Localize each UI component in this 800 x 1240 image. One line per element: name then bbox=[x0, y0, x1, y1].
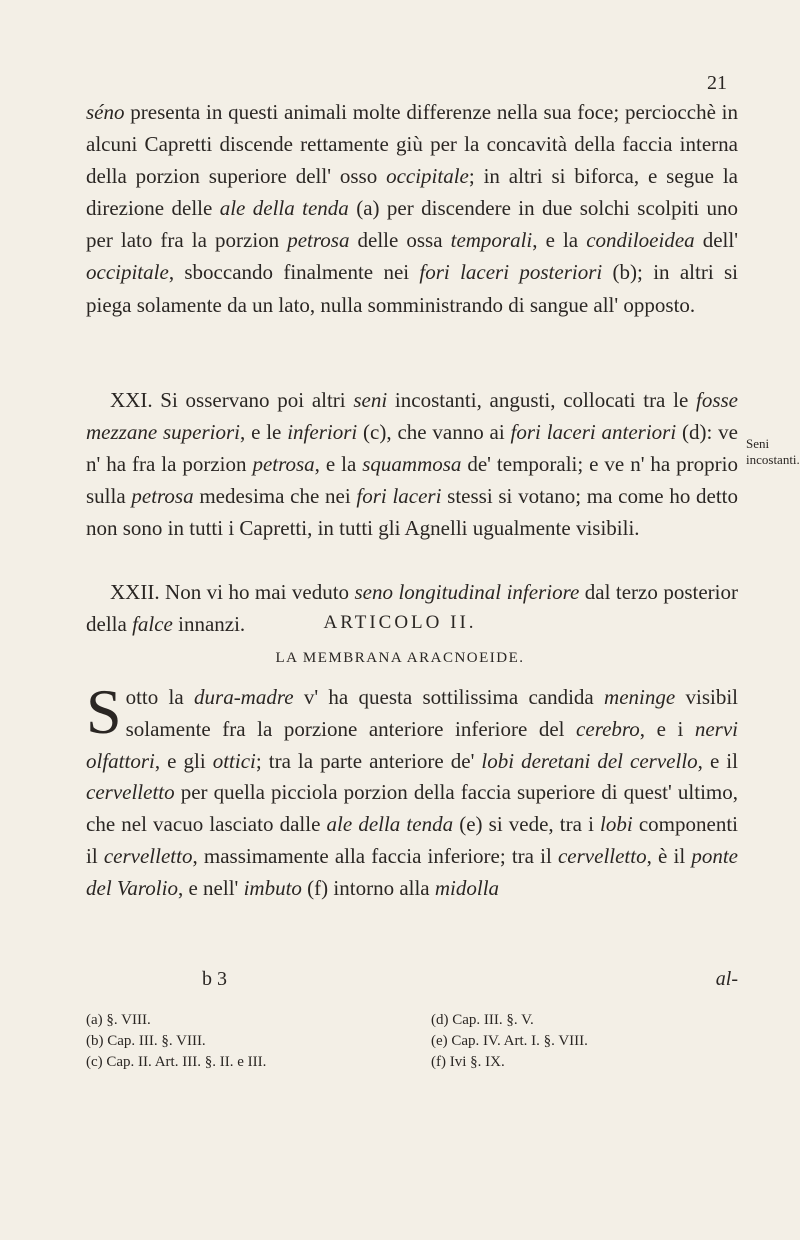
paragraph-1 bbox=[86, 96, 738, 321]
catchword: al- bbox=[715, 968, 738, 990]
signature-mark: b 3 bbox=[202, 968, 227, 990]
margin-note: Seni incostanti. bbox=[746, 436, 800, 467]
paragraph-2 bbox=[86, 384, 738, 544]
article-heading: ARTICOLO II. bbox=[323, 612, 477, 633]
footnote: (e) Cap. IV. Art. I. §. VIII. bbox=[431, 1033, 588, 1049]
paragraph-2-text: XXI. Si osservano poi altri seni incostanti, angusti, collocati tra le fosse mezzane superiori, e le inferiori (c), che vanno ai fori laceri anteriori (d): ve n' ha fra la porzion petrosa, e la squammosa de' temporali; e ve n' ha proprio sulla petrosa medesima che nei fori laceri stessi si votano; ma come ho detto non sono in tutti i Capretti, in tutti gli Agnelli ugualmente visibili. bbox=[86, 388, 739, 541]
footnote: (f) Ivi §. IX. bbox=[431, 1054, 505, 1070]
article-body bbox=[86, 676, 739, 905]
footnotes-left bbox=[86, 1010, 266, 1073]
footnote: (d) Cap. III. §. V. bbox=[431, 1012, 534, 1028]
page-number: 21 bbox=[707, 72, 727, 94]
footnotes-right bbox=[431, 1010, 588, 1073]
footnote: (c) Cap. II. Art. III. §. II. e III. bbox=[86, 1054, 267, 1070]
article-subheading: LA MEMBRANA ARACNOEIDE. bbox=[275, 650, 525, 666]
paragraph-3-text: XXII. Non vi ho mai veduto seno longitudinal inferiore dal terzo posterior della falce innanzi. bbox=[86, 580, 738, 637]
paragraph-1-text: séno presenta in questi animali molte differenze nella sua foce; perciocchè in alcuni Capretti discende rettamente giù per la concavità della faccia interna della porzion superiore dell' osso occipitale; in altri si biforca, e segue la direzione delle ale della tenda (a) per discendere in due solchi scolpiti uno per lato fra la porzion petrosa delle ossa temporali, e la condiloeidea dell' occipitale, sboccando finalmente nei fori laceri posteriori (b); in altri si piega solamente da un lato, nulla somministrando di sangue all' opposto. bbox=[86, 100, 738, 317]
footnote: (a) §. VIII. bbox=[86, 1012, 151, 1028]
footnote: (b) Cap. III. §. VIII. bbox=[86, 1033, 206, 1049]
article-body-text: otto la dura-madre v' ha questa sottilissima candida meninge visibil solamente fra la porzione anteriore inferiore del cerebro, e i nervi olfattori, e gli ottici; tra la parte anteriore de' lobi deretani del cervello, e il cervelletto per quella picciola porzion della faccia superiore di quest' ultimo, che nel vacuo lasciato dalle ale della tenda (e) si vede, tra i lobi componenti il cervelletto, massimamente alla faccia inferiore; tra il cervelletto, è il ponte del Varolio, e nell' imbuto (f) intorno alla midolla bbox=[86, 685, 739, 900]
drop-cap: S bbox=[86, 676, 122, 747]
